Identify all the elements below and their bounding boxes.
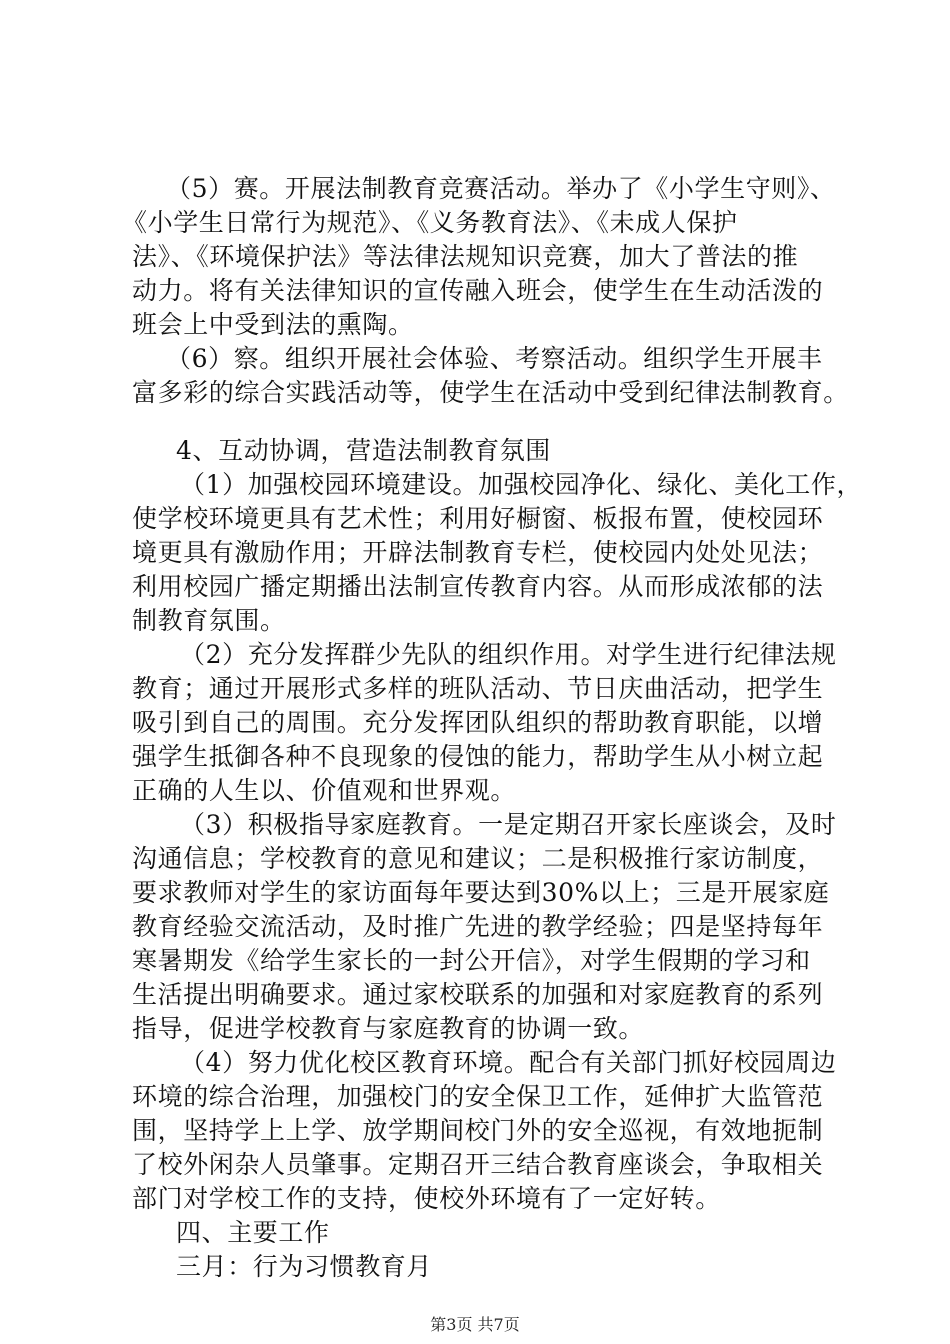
item-2-line-4: 强学生抵御各种不良现象的侵蚀的能力，帮助学生从小树立起 — [132, 742, 824, 771]
section-four-heading: 四、主要工作 — [176, 1218, 330, 1247]
march-heading: 三月：行为习惯教育月 — [176, 1252, 433, 1281]
paragraph-5-line-1: （5）赛。开展法制教育竞赛活动。举办了《小学生守则》、 — [166, 174, 836, 203]
item-1-line-3: 境更具有激励作用；开辟法制教育专栏，使校园内处处见法； — [132, 538, 824, 567]
paragraph-5-line-4: 动力。将有关法律知识的宣传融入班会，使学生在生动活泼的 — [132, 276, 824, 305]
paragraph-5-line-2: 《小学生日常行为规范》、《义务教育法》、《未成人保护 — [122, 208, 738, 237]
paragraph-6-line-2: 富多彩的综合实践活动等，使学生在活动中受到纪律法制教育。 — [132, 378, 849, 407]
item-4-line-4: 了校外闲杂人员肇事。定期召开三结合教育座谈会，争取相关 — [132, 1150, 824, 1179]
item-4-line-5: 部门对学校工作的支持，使校外环境有了一定好转。 — [132, 1184, 721, 1213]
item-2-line-1: （2）充分发挥群少先队的组织作用。对学生进行纪律法规 — [180, 640, 837, 669]
item-4-line-1: （4）努力优化校区教育环境。配合有关部门抓好校园周边 — [180, 1048, 837, 1077]
item-3-line-1: （3）积极指导家庭教育。一是定期召开家长座谈会，及时 — [180, 810, 837, 839]
item-3-line-2: 沟通信息；学校教育的意见和建议；二是积极推行家访制度， — [132, 844, 824, 873]
item-2-line-2: 教育；通过开展形式多样的班队活动、节日庆曲活动，把学生 — [132, 674, 824, 703]
item-1-line-5: 制教育氛围。 — [132, 606, 286, 635]
item-3-line-4: 教育经验交流活动，及时推广先进的教学经验；四是坚持每年 — [132, 912, 824, 941]
item-1-line-2: 使学校环境更具有艺术性；利用好橱窗、板报布置，使校园环 — [132, 504, 824, 533]
item-1-line-1: （1）加强校园环境建设。加强校园净化、绿化、美化工作， — [180, 470, 863, 499]
item-3-line-3: 要求教师对学生的家访面每年要达到30%以上；三是开展家庭 — [132, 878, 830, 907]
item-3-line-7: 指导，促进学校教育与家庭教育的协调一致。 — [132, 1014, 645, 1043]
item-2-line-3: 吸引到自己的周围。充分发挥团队组织的帮助教育职能，以增 — [132, 708, 824, 737]
paragraph-5-line-3: 法》、《环境保护法》等法律法规知识竞赛，加大了普法的推 — [132, 242, 799, 271]
section-4-heading: 4、互动协调，营造法制教育氛围 — [176, 436, 551, 465]
page-number-footer: 第3页 共7页 — [430, 1315, 520, 1334]
item-4-line-2: 环境的综合治理，加强校门的安全保卫工作，延伸扩大监管范 — [132, 1082, 824, 1111]
item-3-line-5: 寒暑期发《给学生家长的一封公开信》，对学生假期的学习和 — [132, 946, 811, 975]
paragraph-6-line-1: （6）察。组织开展社会体验、考察活动。组织学生开展丰 — [166, 344, 823, 373]
item-2-line-5: 正确的人生以、价值观和世界观。 — [132, 776, 517, 805]
paragraph-5-line-5: 班会上中受到法的熏陶。 — [132, 310, 414, 339]
item-4-line-3: 围，坚持学上上学、放学期间校门外的安全巡视，有效地扼制 — [132, 1116, 824, 1145]
item-3-line-6: 生活提出明确要求。通过家校联系的加强和对家庭教育的系列 — [132, 980, 824, 1009]
item-1-line-4: 利用校园广播定期播出法制宣传教育内容。从而形成浓郁的法 — [132, 572, 824, 601]
